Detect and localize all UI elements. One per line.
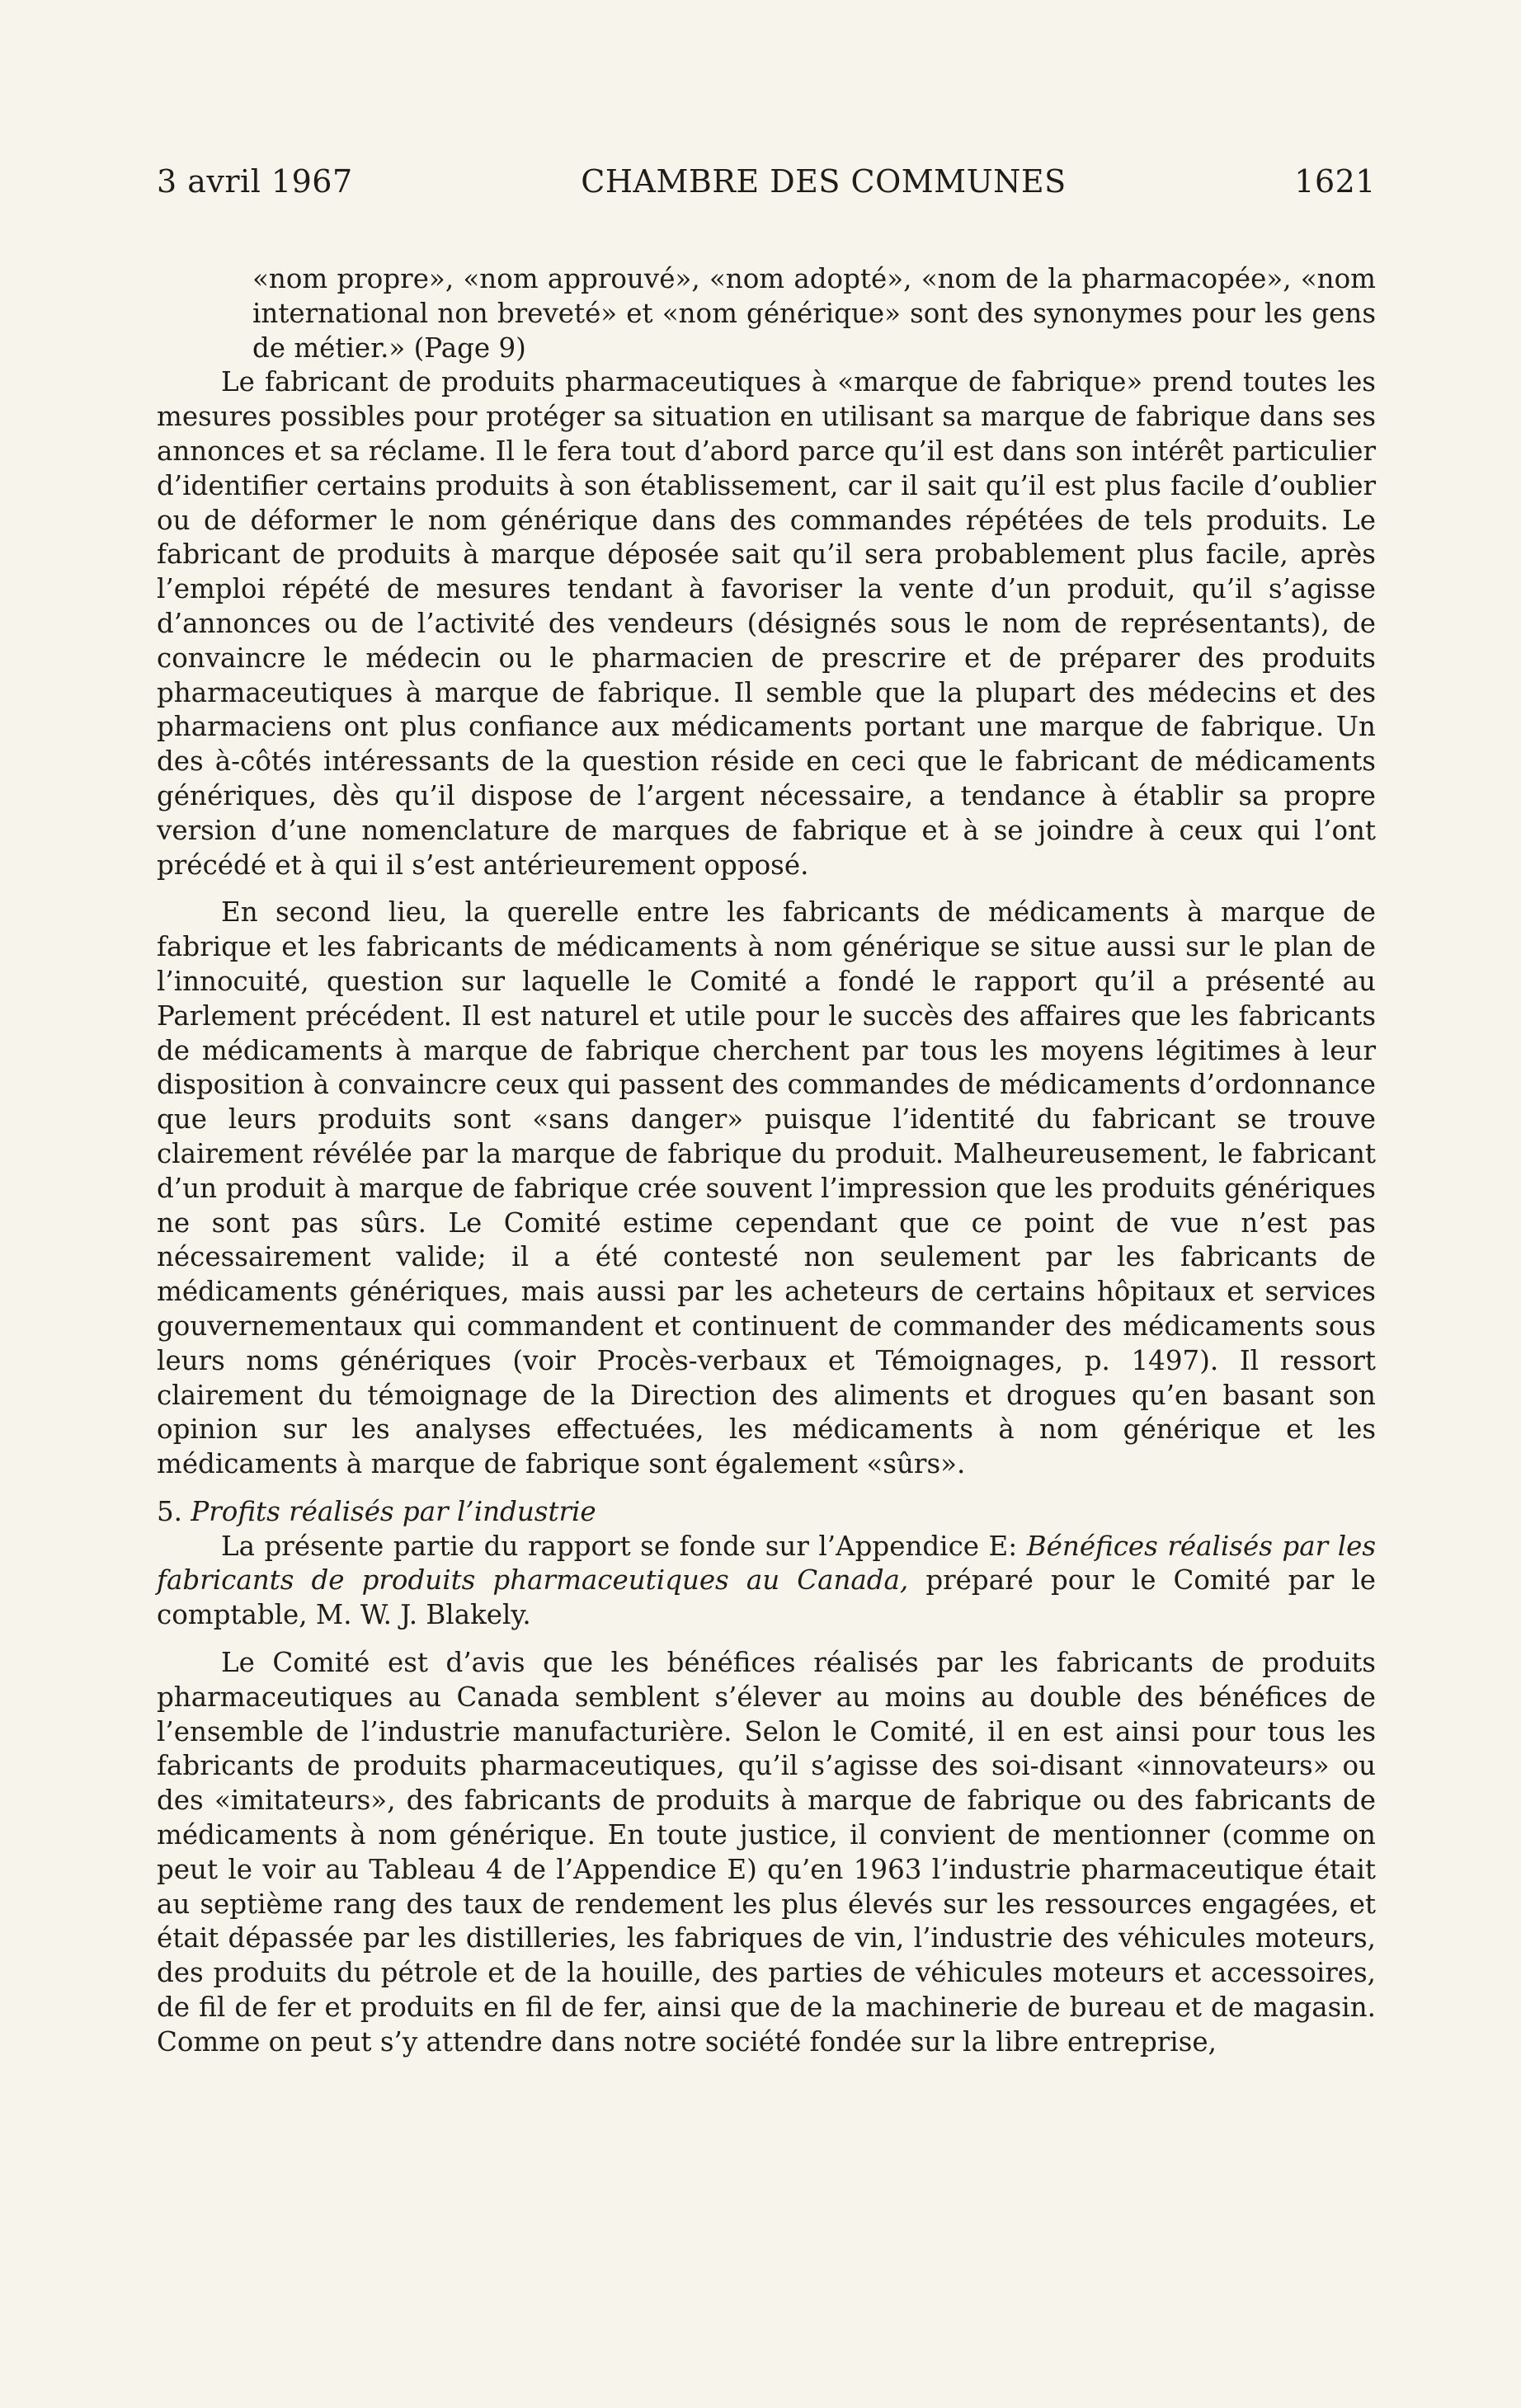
quote-paragraph: «nom propre», «nom approuvé», «nom adopté», «nom de la pharmacopée», «nom international non breveté» et «nom générique» sont des synonymes pour les gens de métier.» (Page 9) bbox=[252, 263, 1376, 364]
header-date: 3 avril 1967 bbox=[157, 163, 353, 200]
paragraph-trademark-manufacturer: Le fabricant de produits pharmaceutiques à «marque de fabrique» prend toutes les mesures possibles pour protéger sa situation en utilisant sa marque de fabrique dans ses annonces et sa réclame. Il le fera tout d’abord parce qu’il est dans son intérêt particulier d’identifier certains produits à son établissement, car il sait qu’il est plus facile d’oublier ou de déformer le nom générique dans des commandes répétées de tels produits. Le fabricant de produits à marque déposée sait qu’il sera probablement plus facile, après l’emploi répété de mesures tendant à favoriser la vente d’un produit, qu’il s’agisse d’annonces ou de l’activité des vendeurs (désignés sous le nom de représentants), de convaincre le médecin ou le pharmacien de prescrire et de préparer des produits pharmaceutiques à marque de fabrique. Il semble que la plupart des médecins et des pharmaciens ont plus confiance aux médicaments portant une marque de fabrique. Un des à-côtés intéressants de la question réside en ceci que le fabricant de médicaments génériques, dès qu’il dispose de l’argent nécessaire, a tendance à établir sa propre version d’une nomenclature de marques de fabrique et à se joindre à ceux qui l’ont précédé et à qui il s’est antérieurement opposé. bbox=[157, 366, 1376, 881]
appendix-intro: La présente partie du rapport se fonde sur l’Appendice E: bbox=[221, 1530, 1027, 1562]
paragraph-safety-dispute: En second lieu, la querelle entre les fabricants de médicaments à marque de fabrique et les fabricants de médicaments à nom générique se situe aussi sur le plan de l’innocuité, question sur laquelle le Comité a fondé le rapport qu’il a présenté au Parlement précédent. Il est naturel et utile pour le succès des affaires que les fabricants de médicaments à marque de fabrique cherchent par tous les moyens légitimes à leur disposition à convaincre ceux qui passent des commandes de médicaments d’ordonnance que leurs produits sont «sans danger» puisque l’identité du fabricant se trouve clairement révélée par la marque de fabrique du produit. Malheureusement, le fabricant d’un produit à marque de fabrique crée souvent l’impression que les produits génériques ne sont pas sûrs. Le Comité estime cependant que ce point de vue n’est pas nécessairement valide; il a été contesté non seulement par les fabricants de médicaments génériques, mais aussi par les acheteurs de certains hôpitaux et services gouvernementaux qui commandent et continuent de commander des médicaments sous leurs noms génériques (voir Procès-verbaux et Témoignages, p. 1497). Il ressort clairement du témoignage de la Direction des aliments et drogues qu’en basant son opinion sur les analyses effectuées, les médicaments à nom générique et les médicaments à marque de fabrique sont également «sûrs». bbox=[157, 896, 1376, 1480]
page-header bbox=[157, 163, 1376, 200]
page-number: 1621 bbox=[1294, 163, 1376, 200]
paragraph-appendix-reference bbox=[157, 1530, 1376, 1633]
section-title: Profits réalisés par l’industrie bbox=[191, 1495, 596, 1527]
block-quote bbox=[157, 262, 1376, 365]
document-body bbox=[157, 262, 1376, 2060]
header-title: CHAMBRE DES COMMUNES bbox=[581, 163, 1067, 200]
paragraph-profits: Le Comité est d’avis que les bénéfices réalisés par les fabricants de produits pharmaceutiques au Canada semblent s’élever au moins au double des bénéfices de l’ensemble de l’industrie manufacturière. Selon le Comité, il en est ainsi pour tous les fabricants de produits pharmaceutiques, qu’il s’agisse des soi-disant «innovateurs» ou des «imitateurs», des fabricants de produits à marque de fabrique ou des fabricants de médicaments à nom générique. En toute justice, il convient de mentionner (comme on peut le voir au Tableau 4 de l’Appendice E) qu’en 1963 l’industrie pharmaceutique était au septième rang des taux de rendement les plus élevés sur les ressources engagées, et était dépassée par les distilleries, les fabriques de vin, l’industrie des véhicules moteurs, des produits du pétrole et de la houille, des parties de véhicules moteurs et accessoires, de fil de fer et produits en fil de fer, ainsi que de la machinerie de bureau et de magasin. Comme on peut s’y attendre dans notre société fondée sur la libre entreprise, bbox=[157, 1647, 1376, 2058]
appendix-title: Bénéfices réalisés par les fabricants de produits pharmaceutiques au Canada, bbox=[157, 1530, 1376, 1597]
appendix-outro: préparé pour le Comité par le comptable, M. W. J. Blakely. bbox=[157, 1564, 1376, 1631]
section-number: 5. bbox=[157, 1495, 183, 1527]
section-heading bbox=[157, 1495, 1376, 1530]
